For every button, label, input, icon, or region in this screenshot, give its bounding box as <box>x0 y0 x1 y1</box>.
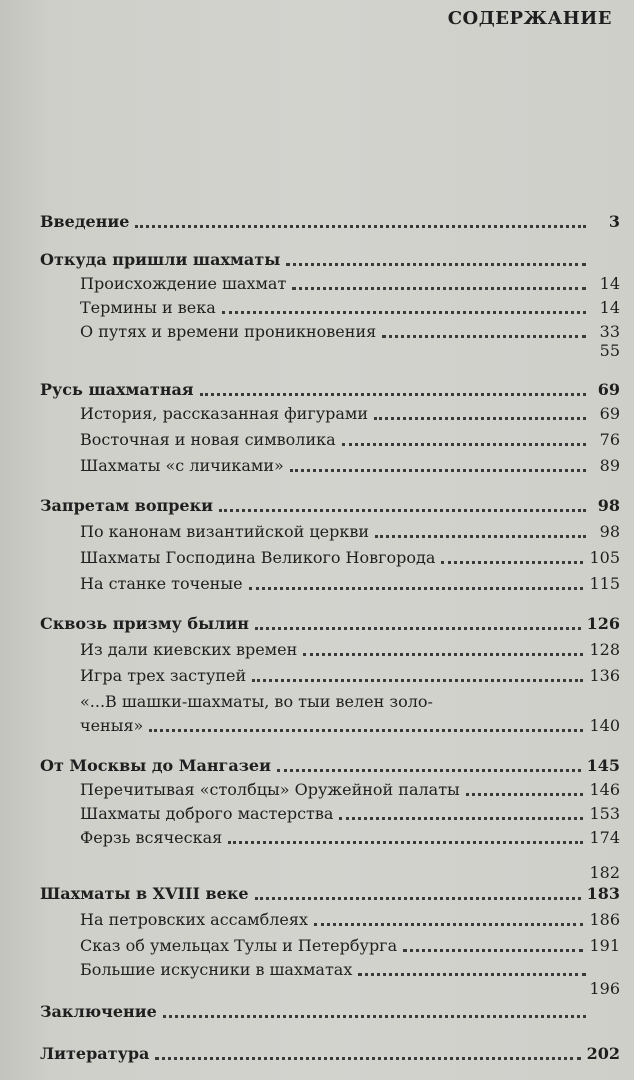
dot-leader <box>149 729 583 732</box>
toc-item-page: 89 <box>599 456 620 475</box>
toc-item-title: Большие искусники в шахматах <box>80 960 353 979</box>
toc-item <box>80 544 620 568</box>
toc-item-title: На петровских ассамблеях <box>80 910 309 929</box>
toc-item-title: Сказ об умельцах Тулы и Петербурга <box>80 936 398 955</box>
toc-trailing-page: 55 <box>599 341 620 360</box>
toc-item-title: Из дали киевских времен <box>80 640 298 659</box>
toc-chapter-2 <box>40 376 620 400</box>
dot-leader <box>249 587 584 590</box>
dot-leader <box>255 627 581 630</box>
toc-item-page: 76 <box>599 430 620 449</box>
toc-item-page: 146 <box>589 780 620 799</box>
toc-item-title: Шахматы Господина Великого Новгорода <box>80 548 436 567</box>
dot-leader <box>441 561 583 564</box>
toc-item-page: 115 <box>589 574 620 593</box>
toc-item-title-continued: ченыя» <box>80 716 144 735</box>
toc-item <box>80 662 620 686</box>
toc-item-title: Перечитывая «столбцы» Оружейной палаты <box>80 780 460 799</box>
toc-entry-title: Литература <box>40 1044 150 1063</box>
dot-leader <box>290 469 586 472</box>
toc-chapter-1 <box>40 246 620 270</box>
toc-chapter-page: 126 <box>586 614 620 633</box>
dot-leader <box>219 509 586 512</box>
toc-chapter-4 <box>40 610 620 634</box>
toc-item-title: Восточная и новая символика <box>80 430 336 449</box>
dot-leader <box>200 393 586 396</box>
toc-item-page: 191 <box>589 936 620 955</box>
toc-chapter-title: Русь шахматная <box>40 380 194 399</box>
toc-item-continuation <box>80 712 620 736</box>
dot-leader <box>252 679 583 682</box>
toc-entry-page: 202 <box>586 1044 620 1063</box>
dot-leader <box>228 841 583 844</box>
toc-item <box>80 956 620 980</box>
page-heading: СОДЕРЖАНИЕ <box>447 8 612 29</box>
toc-item-title: Шахматы доброго мастерства <box>80 804 334 823</box>
toc-item-page: 14 <box>599 298 620 317</box>
dot-leader <box>382 335 586 338</box>
toc-entry-literature <box>40 1040 620 1064</box>
toc-chapter-page: 183 <box>586 884 620 903</box>
dot-leader <box>358 973 586 976</box>
toc-item-page: 136 <box>589 666 620 685</box>
dot-leader <box>286 263 586 266</box>
toc-item <box>80 776 620 800</box>
toc-chapter-title: Сквозь призму былин <box>40 614 249 633</box>
toc-item <box>80 400 620 424</box>
toc-item-title: По канонам византийской церкви <box>80 522 370 541</box>
toc-chapter-3 <box>40 492 620 516</box>
dot-leader <box>314 923 583 926</box>
toc-entry-title: Заключение <box>40 1002 157 1021</box>
toc-entry-intro <box>40 208 620 232</box>
toc-item-page: 33 <box>599 322 620 341</box>
toc-item <box>80 452 620 476</box>
dot-leader <box>342 443 586 446</box>
toc-item-page: 69 <box>599 404 620 423</box>
toc-item-title: Шахматы «с личиками» <box>80 456 284 475</box>
toc-item <box>80 932 620 956</box>
toc-item <box>80 318 620 342</box>
toc-item-title: Происхождение шахмат <box>80 274 287 293</box>
toc-item-page: 140 <box>589 716 620 735</box>
toc-item-title: История, рассказанная фигурами <box>80 404 368 423</box>
toc-item-page: 14 <box>599 274 620 293</box>
dot-leader <box>277 769 581 772</box>
toc-item-page: 105 <box>589 548 620 567</box>
toc-item <box>80 570 620 594</box>
toc-item-page: 186 <box>589 910 620 929</box>
dot-leader <box>292 287 586 290</box>
dot-leader <box>303 653 583 656</box>
toc-item-page: 128 <box>589 640 620 659</box>
toc-item <box>80 824 620 848</box>
toc-item-page: 98 <box>599 522 620 541</box>
toc-item-title: Ферзь всяческая <box>80 828 223 847</box>
dot-leader <box>255 897 581 900</box>
toc-chapter-page: 98 <box>597 496 620 515</box>
toc-chapter-title: Запретам вопреки <box>40 496 214 515</box>
toc-item-title: «...В шашки-шахматы, во тыи велен золо- <box>80 692 433 711</box>
toc-chapter-title: Откуда пришли шахматы <box>40 250 281 269</box>
toc-item-title: О путях и времени проникновения <box>80 322 377 341</box>
toc-chapter-page: 69 <box>597 380 620 399</box>
toc-item <box>80 518 620 542</box>
toc-item-title: Термины и века <box>80 298 216 317</box>
toc-item <box>80 270 620 294</box>
toc-chapter-page: 145 <box>586 756 620 775</box>
toc-item <box>80 426 620 450</box>
toc-chapter-title: От Москвы до Мангазеи <box>40 756 271 775</box>
toc-item-title: На станке точеные <box>80 574 243 593</box>
toc-item <box>80 906 620 930</box>
toc-item <box>80 294 620 318</box>
dot-leader <box>375 535 586 538</box>
toc-chapter-title: Шахматы в XVIII веке <box>40 884 249 903</box>
toc-chapter-5 <box>40 752 620 776</box>
dot-leader <box>222 311 586 314</box>
toc-item-title: Игра трех заступей <box>80 666 247 685</box>
dot-leader <box>339 817 583 820</box>
toc-trailing-page: 196 <box>589 979 620 998</box>
dot-leader <box>135 225 586 228</box>
toc-entry-conclusion <box>40 998 620 1022</box>
toc-item <box>80 800 620 824</box>
dot-leader <box>374 417 586 420</box>
toc-chapter-6 <box>40 880 620 904</box>
toc-trailing-page: 182 <box>589 863 620 882</box>
dot-leader <box>163 1015 586 1018</box>
toc-item-page: 174 <box>589 828 620 847</box>
toc-item <box>80 688 620 712</box>
toc-entry-page: 3 <box>608 212 620 231</box>
dot-leader <box>403 949 583 952</box>
toc-item-page: 153 <box>589 804 620 823</box>
dot-leader <box>466 793 584 796</box>
toc-entry-title: Введение <box>40 212 130 231</box>
dot-leader <box>155 1057 580 1060</box>
toc-item <box>80 636 620 660</box>
